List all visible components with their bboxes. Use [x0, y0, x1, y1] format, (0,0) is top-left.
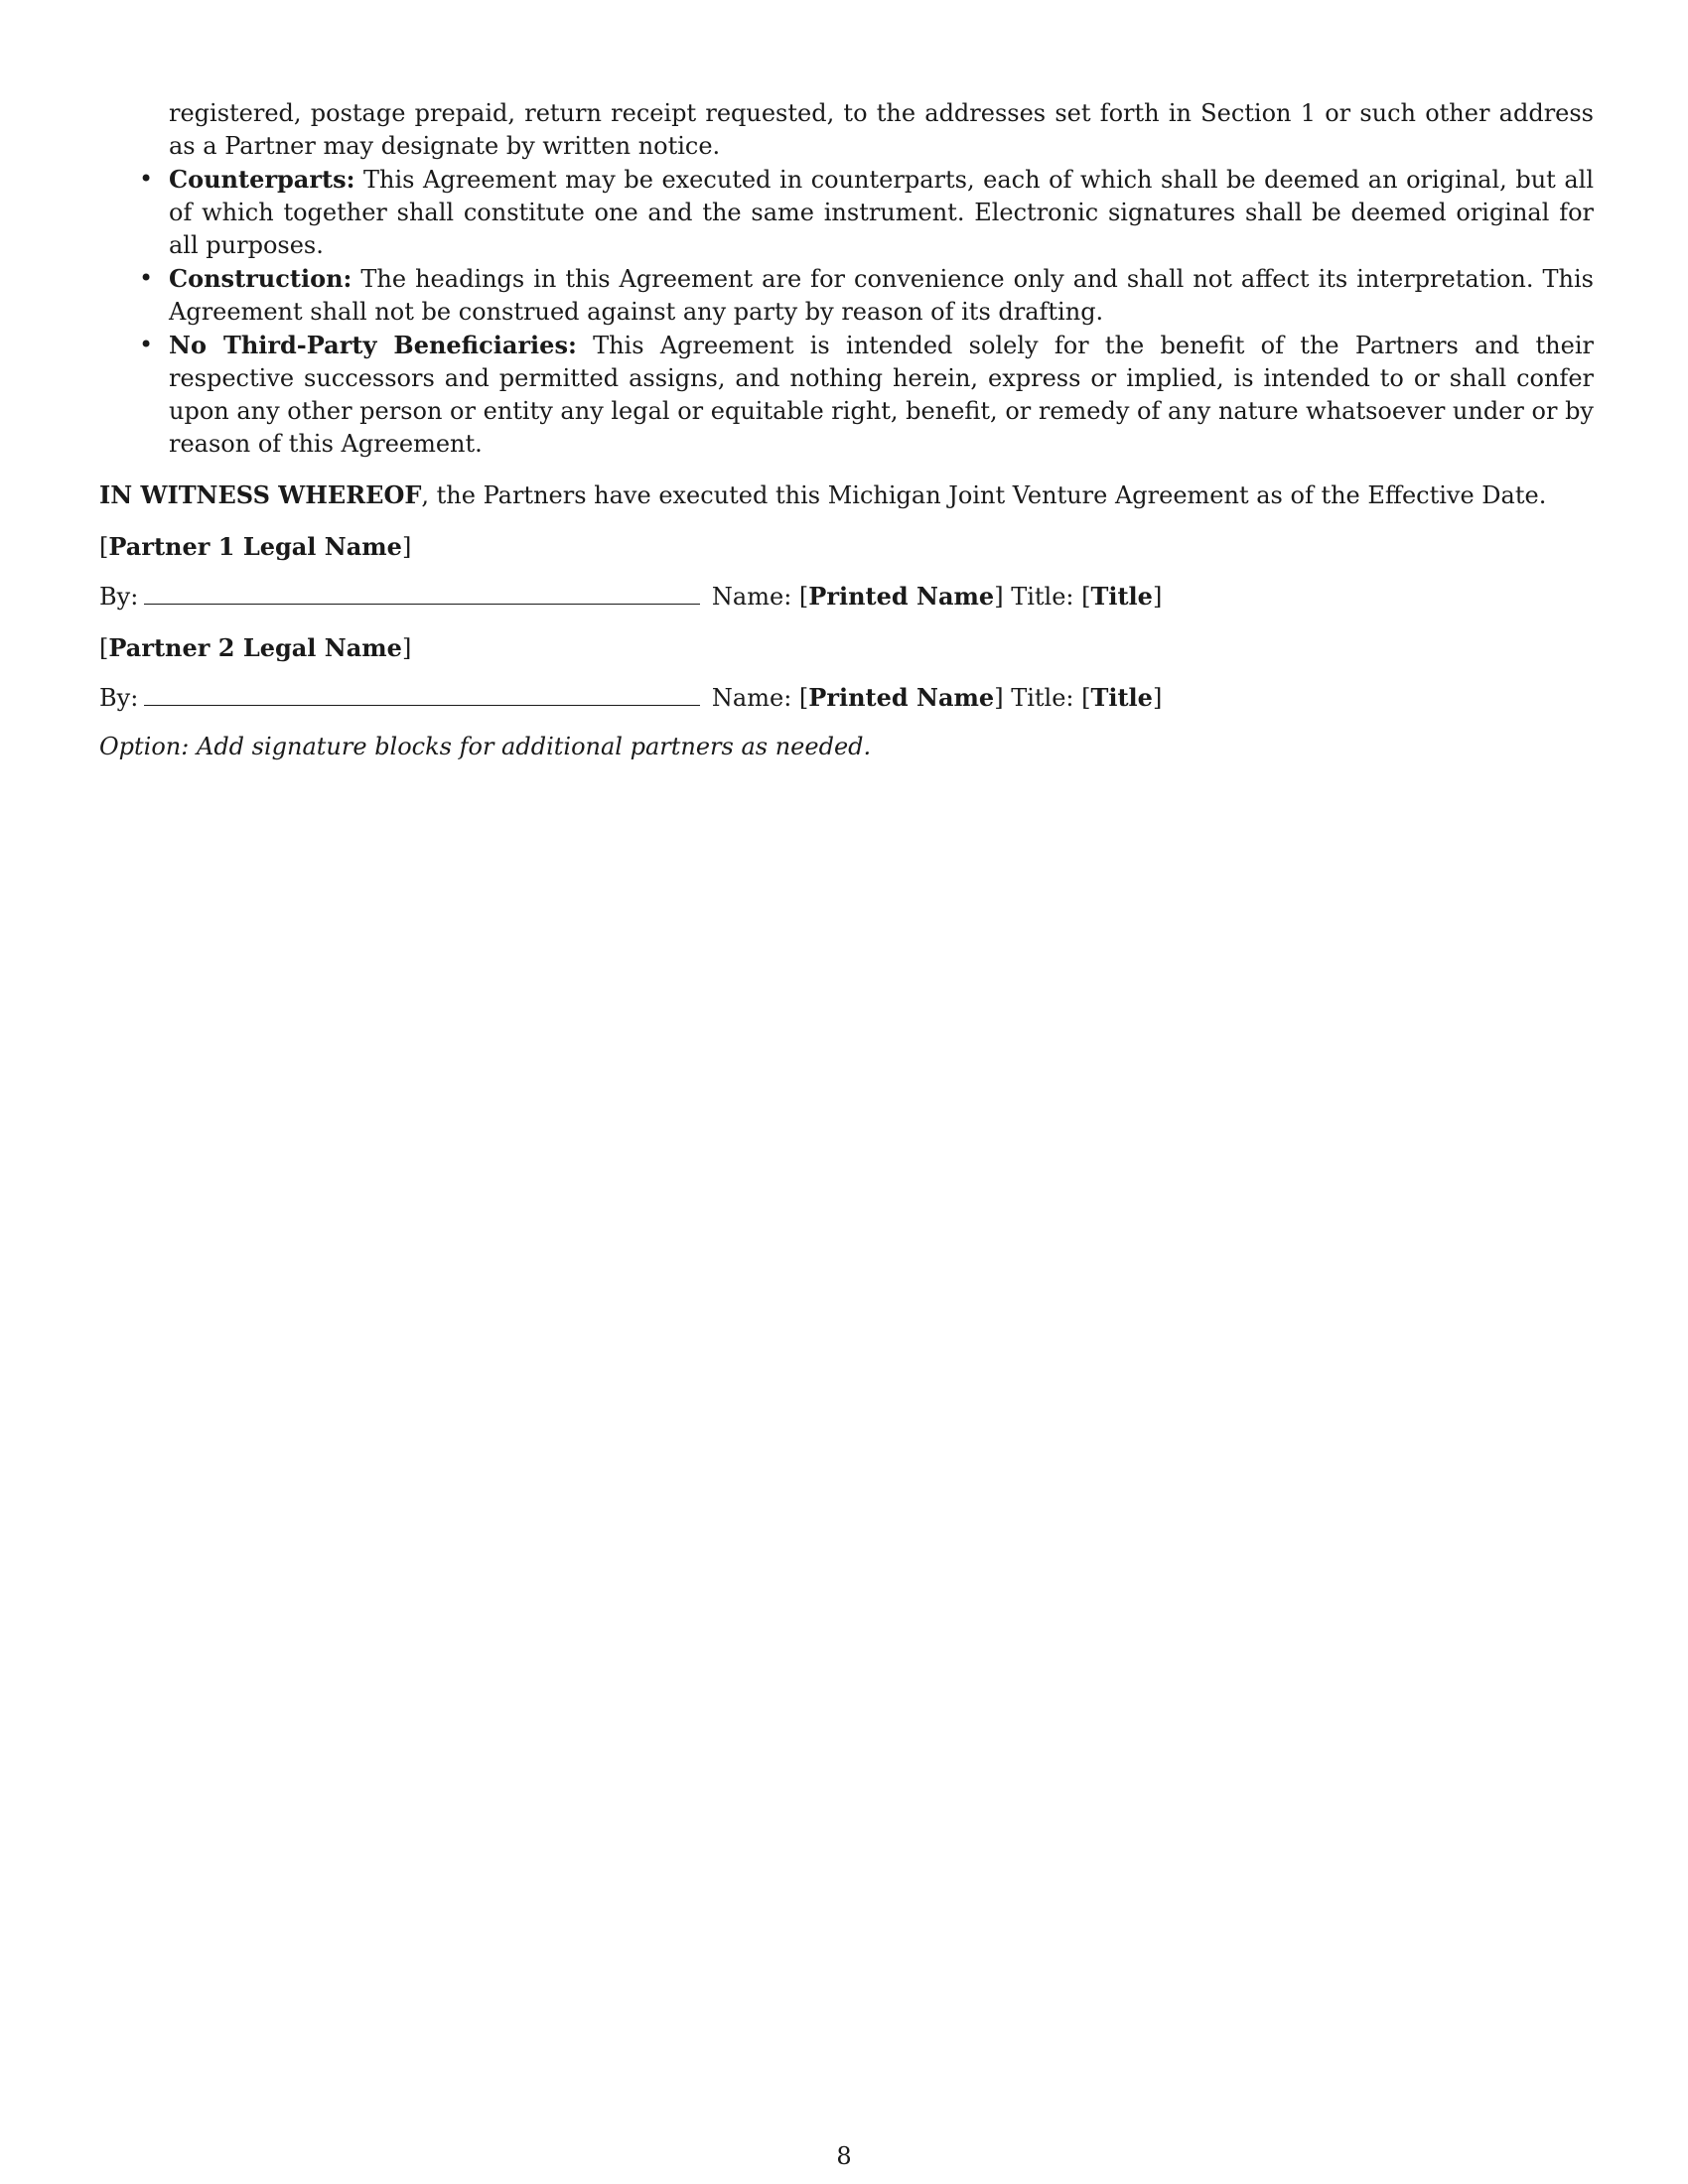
- name-label: Name:: [711, 583, 792, 611]
- title-label: Title:: [1011, 583, 1074, 611]
- signature-field[interactable]: [144, 683, 700, 706]
- witness-clause: [99, 478, 1594, 512]
- witness-text: , the Partners have executed this Michigan Joint Venture Agreement as of the Effective Date.: [421, 481, 1547, 509]
- provision-heading: Construction:: [169, 264, 352, 293]
- party-name-placeholder: Partner 1 Legal Name: [108, 532, 402, 561]
- provision-text: This Agreement is intended solely for the benefit of the Partners and their respective successors and permitted assigns, and nothing herein, express or implied, is intended to or shall confer upon any other person or entity any legal or equitable right, benefit, or remedy of any nature whatsoever under or by reason of this Agreement.: [169, 332, 1594, 458]
- bullet-icon: •: [139, 331, 154, 358]
- title-label: Title:: [1011, 684, 1074, 712]
- name-label: Name:: [711, 684, 792, 712]
- bullet-icon: •: [139, 264, 154, 292]
- signature-line-party-1: By: Name: [Printed Name] Title: [Title]: [99, 582, 1163, 611]
- by-label: By:: [99, 583, 139, 611]
- signature-block-party-2-name: [Partner 2 Legal Name]: [99, 633, 412, 662]
- provision-heading: No Third-Party Beneficiaries:: [169, 331, 577, 359]
- printed-name-placeholder: Printed Name: [808, 683, 995, 712]
- notices-continuation: registered, postage prepaid, return receipt requested, to the addresses set forth in Section 1 or such other address as a Partner may designate by written notice.: [169, 99, 1594, 160]
- provisions-list: [99, 163, 1594, 461]
- title-placeholder: Title: [1090, 582, 1153, 611]
- signature-line-party-2: By: Name: [Printed Name] Title: [Title]: [99, 683, 1163, 712]
- list-item-counterparts: [99, 163, 1594, 262]
- party-name-placeholder: Partner 2 Legal Name: [108, 633, 402, 662]
- option-note: Option: Add signature blocks for additional partners as needed.: [99, 733, 872, 760]
- provision-heading: Counterparts:: [169, 165, 355, 194]
- title-placeholder: Title: [1090, 683, 1153, 712]
- by-label: By:: [99, 684, 139, 712]
- document-page: [99, 97, 1594, 763]
- list-item-no-third-party-beneficiaries: [99, 329, 1594, 461]
- list-item-construction: [99, 262, 1594, 329]
- provision-text: This Agreement may be executed in counterparts, each of which shall be deemed an original, but all of which together shall constitute one and the same instrument. Electronic signatures shall be deemed original for all purposes.: [169, 166, 1594, 259]
- printed-name-placeholder: Printed Name: [808, 582, 995, 611]
- provision-text: The headings in this Agreement are for convenience only and shall not affect its interpretation. This Agreement shall not be construed against any party by reason of its drafting.: [169, 265, 1594, 326]
- signature-field[interactable]: [144, 582, 700, 605]
- witness-heading: IN WITNESS WHEREOF: [99, 480, 422, 509]
- bullet-icon: •: [139, 165, 154, 193]
- page-number: 8: [836, 2142, 852, 2170]
- signature-block-party-1-name: [Partner 1 Legal Name]: [99, 532, 412, 561]
